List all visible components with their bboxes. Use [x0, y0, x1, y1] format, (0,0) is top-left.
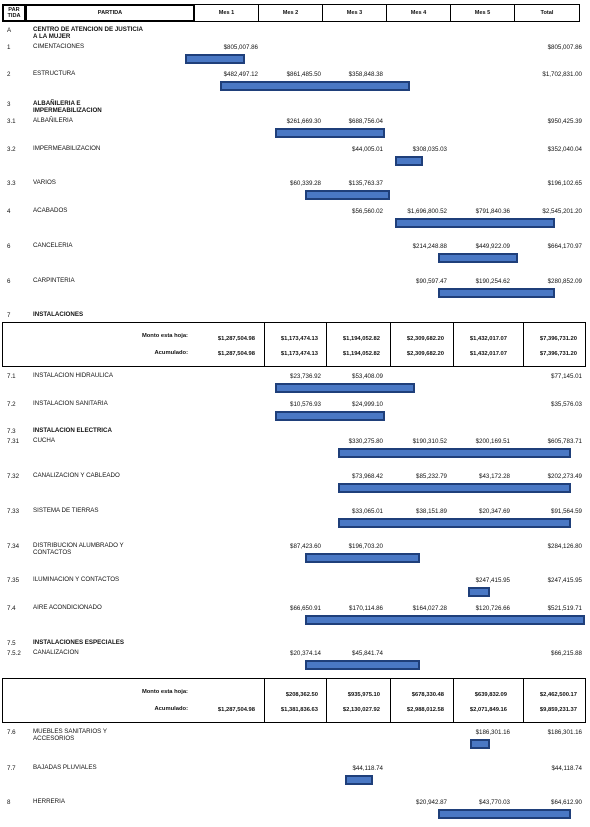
row-total-amount: $196,102.65 — [547, 180, 582, 187]
table-row — [0, 428, 590, 437]
gantt-bar — [345, 775, 373, 785]
month-2-amount: $861,485.50 — [286, 71, 321, 78]
row-total-amount: $186,301.16 — [547, 729, 582, 736]
partida-number: 7.5.2 — [7, 650, 21, 657]
row-total-amount: $352,040.04 — [547, 146, 582, 153]
row-total-amount: $805,007.86 — [547, 44, 582, 51]
partida-number: 7.32 — [7, 473, 20, 480]
partida-number: 3.1 — [7, 118, 16, 125]
partida-number: 7.35 — [7, 577, 20, 584]
table-row — [0, 542, 590, 556]
table-row — [0, 508, 590, 517]
acumulado-value: $7,396,731.20 — [539, 351, 577, 357]
header-total: Total — [514, 4, 580, 22]
table-row — [0, 765, 590, 774]
table-row — [0, 278, 590, 287]
table-row — [0, 180, 590, 189]
month-5-amount: $20,347.69 — [479, 508, 510, 515]
month-5-amount: $449,922.09 — [475, 243, 510, 250]
month-3-amount: $45,841.74 — [352, 650, 383, 657]
partida-description: INSTALACION SANITARIA — [33, 400, 108, 407]
partida-number: 7.7 — [7, 765, 16, 772]
gantt-bar — [305, 553, 420, 563]
month-4-amount: $85,232.79 — [416, 473, 447, 480]
partida-number: 3.3 — [7, 180, 16, 187]
partida-description: INSTALACION HIDRAULICA — [33, 372, 113, 379]
acumulado-label: Acumulado: — [154, 706, 188, 712]
header-month-2: Mes 2 — [258, 4, 323, 22]
month-3-amount: $330,275.80 — [348, 438, 383, 445]
table-row — [0, 605, 590, 614]
table-row — [0, 71, 590, 80]
partida-description: CUCHA — [33, 437, 56, 444]
row-total-amount: $44,118.74 — [551, 765, 582, 772]
partida-number: A — [7, 27, 12, 34]
month-5-amount: $43,172.28 — [479, 473, 510, 480]
partida-number: 7.31 — [7, 438, 20, 445]
summary-divider — [264, 323, 265, 366]
gantt-bar — [305, 660, 420, 670]
table-row — [0, 146, 590, 155]
monto-value: $1,194,052.82 — [342, 336, 380, 342]
row-total-amount: $77,145.01 — [551, 373, 582, 380]
partida-description: HERRERIA — [33, 798, 65, 805]
table-header — [2, 4, 586, 22]
partida-description: VARIOS — [33, 179, 56, 186]
partida-description: ESTRUCTURA — [33, 70, 76, 77]
gantt-bar — [470, 739, 490, 749]
acumulado-label: Acumulado: — [154, 350, 188, 356]
table-row — [0, 438, 590, 447]
acumulado-value: $2,130,027.92 — [342, 707, 380, 713]
table-row — [0, 640, 590, 649]
month-3-amount: $24,999.10 — [352, 401, 383, 408]
row-total-amount: $605,783.71 — [547, 438, 582, 445]
partida-description: CANCELERIA — [33, 242, 73, 249]
partida-description: INSTALACIONES — [33, 311, 84, 318]
partida-description: IMPERMEABILIZACION — [33, 145, 101, 152]
header-month-1: Mes 1 — [194, 4, 259, 22]
partida-description: ALBAÑILERIA E IMPERMEABILIZACION — [33, 100, 102, 114]
summary-divider — [453, 323, 454, 366]
month-2-amount: $261,669.30 — [286, 118, 321, 125]
gantt-bar — [438, 809, 571, 819]
gantt-bar — [338, 518, 571, 528]
acumulado-value: $1,432,017.07 — [469, 351, 507, 357]
row-total-amount: $1,702,831.00 — [542, 71, 582, 78]
partida-description: ACABADOS — [33, 207, 68, 214]
partida-description: CENTRO DE ATENCION DE JUSTICIA A LA MUJER — [33, 26, 143, 40]
monto-value: $7,396,731.20 — [539, 336, 577, 342]
gantt-bar — [185, 54, 245, 64]
table-row — [0, 577, 590, 586]
header-month-5: Mes 5 — [450, 4, 515, 22]
gantt-bar — [438, 288, 555, 298]
partida-number: 7.33 — [7, 508, 20, 515]
row-total-amount: $35,576.03 — [551, 401, 582, 408]
table-row — [0, 401, 590, 410]
partida-number: 7.6 — [7, 729, 16, 736]
table-row — [0, 26, 590, 40]
month-3-amount: $358,848.38 — [348, 71, 383, 78]
summary-divider — [390, 679, 391, 722]
row-total-amount: $64,612.90 — [551, 799, 582, 806]
partida-number: 6 — [7, 243, 11, 250]
table-row — [0, 473, 590, 482]
month-3-amount: $196,703.20 — [348, 543, 383, 550]
partida-description: CANALIZACION Y CABLEADO — [33, 472, 120, 479]
summary-box — [2, 678, 586, 723]
acumulado-value: $1,381,836.63 — [280, 707, 318, 713]
month-4-amount: $20,942.87 — [416, 799, 447, 806]
partida-number: 7.2 — [7, 401, 16, 408]
gantt-bar — [305, 615, 585, 625]
month-4-amount: $308,035.03 — [412, 146, 447, 153]
month-5-amount: $247,415.95 — [475, 577, 510, 584]
monto-label: Monto esta hoja: — [141, 689, 188, 695]
table-row — [0, 373, 590, 382]
row-total-amount: $950,425.39 — [547, 118, 582, 125]
acumulado-value: $1,287,504.98 — [217, 351, 255, 357]
partida-number: 7.34 — [7, 543, 20, 550]
gantt-bar — [468, 587, 490, 597]
month-4-amount: $164,027.28 — [412, 605, 447, 612]
partida-number: 8 — [7, 799, 11, 806]
summary-divider — [523, 679, 524, 722]
month-4-amount: $38,151.89 — [416, 508, 447, 515]
gantt-bar — [275, 128, 385, 138]
month-5-amount: $43,770.03 — [479, 799, 510, 806]
acumulado-value: $9,859,231.37 — [539, 707, 577, 713]
monto-value: $1,432,017.07 — [469, 336, 507, 342]
month-1-amount: $805,007.86 — [223, 44, 258, 51]
month-5-amount: $200,169.51 — [475, 438, 510, 445]
header-month-4: Mes 4 — [386, 4, 451, 22]
row-total-amount: $280,852.09 — [547, 278, 582, 285]
month-2-amount: $10,576.93 — [290, 401, 321, 408]
monto-value: $935,975.10 — [347, 692, 380, 698]
summary-box — [2, 322, 586, 367]
monto-value: $1,287,504.98 — [217, 336, 255, 342]
partida-description: SISTEMA DE TIERRAS — [33, 507, 99, 514]
month-4-amount: $214,248.88 — [412, 243, 447, 250]
partida-number: 1 — [7, 44, 11, 51]
gantt-bar — [220, 81, 410, 91]
monto-value: $678,330.48 — [411, 692, 444, 698]
month-5-amount: $190,254.62 — [475, 278, 510, 285]
month-3-amount: $56,560.02 — [352, 208, 383, 215]
monto-value: $639,832.09 — [474, 692, 507, 698]
month-3-amount: $44,005.01 — [352, 146, 383, 153]
gantt-bar — [395, 156, 423, 166]
table-row — [0, 650, 590, 659]
month-2-amount: $23,736.92 — [290, 373, 321, 380]
acumulado-value: $1,287,504.98 — [217, 707, 255, 713]
partida-description: BAJADAS PLUVIALES — [33, 764, 97, 771]
month-3-amount: $688,756.04 — [348, 118, 383, 125]
month-5-amount: $120,726.66 — [475, 605, 510, 612]
table-row — [0, 100, 590, 114]
partida-number: 3 — [7, 101, 11, 108]
header-partida-number: PAR TIDA — [2, 4, 26, 22]
gantt-bar — [438, 253, 518, 263]
partida-number: 2 — [7, 71, 11, 78]
acumulado-value: $2,988,012.58 — [406, 707, 444, 713]
header-partida: PARTIDA — [25, 4, 195, 22]
table-row — [0, 44, 590, 53]
summary-divider — [326, 679, 327, 722]
month-3-amount: $44,118.74 — [352, 765, 383, 772]
table-row — [0, 243, 590, 252]
header-month-3: Mes 3 — [322, 4, 387, 22]
month-4-amount: $1,696,800.52 — [407, 208, 447, 215]
table-row — [0, 118, 590, 127]
row-total-amount: $521,519.71 — [547, 605, 582, 612]
row-total-amount: $2,545,201.20 — [542, 208, 582, 215]
gantt-bar — [275, 411, 385, 421]
row-total-amount: $247,415.95 — [547, 577, 582, 584]
summary-divider — [264, 679, 265, 722]
gantt-bar — [275, 383, 415, 393]
month-2-amount: $20,374.14 — [290, 650, 321, 657]
row-total-amount: $91,564.59 — [551, 508, 582, 515]
partida-description: CANALIZACION — [33, 649, 79, 656]
partida-number: 4 — [7, 208, 11, 215]
gantt-bar — [338, 483, 571, 493]
gantt-bar — [305, 190, 390, 200]
partida-description: CARPINTERIA — [33, 277, 75, 284]
month-3-amount: $53,408.09 — [352, 373, 383, 380]
partida-description: ILUMINACION Y CONTACTOS — [33, 576, 120, 583]
table-row — [0, 208, 590, 217]
acumulado-value: $1,173,474.13 — [280, 351, 318, 357]
month-1-amount: $482,497.12 — [223, 71, 258, 78]
partida-description: CIMENTACIONES — [33, 43, 85, 50]
month-3-amount: $33,065.01 — [352, 508, 383, 515]
row-total-amount: $664,170.97 — [547, 243, 582, 250]
partida-number: 7.5 — [7, 640, 16, 647]
summary-divider — [326, 323, 327, 366]
partida-number: 6 — [7, 278, 11, 285]
summary-divider — [390, 323, 391, 366]
monto-label: Monto esta hoja: — [141, 333, 188, 339]
table-row — [0, 728, 590, 742]
partida-description: AIRE ACONDICIONADO — [33, 604, 102, 611]
month-5-amount: $791,840.36 — [475, 208, 510, 215]
month-3-amount: $73,968.42 — [352, 473, 383, 480]
month-2-amount: $66,650.91 — [290, 605, 321, 612]
partida-description: INSTALACIONES ESPECIALES — [33, 639, 124, 646]
month-2-amount: $60,339.28 — [290, 180, 321, 187]
monto-value: $1,173,474.13 — [280, 336, 318, 342]
month-2-amount: $87,423.60 — [290, 543, 321, 550]
row-total-amount: $202,273.49 — [547, 473, 582, 480]
monto-value: $2,462,500.17 — [539, 692, 577, 698]
month-3-amount: $135,763.37 — [348, 180, 383, 187]
table-row — [0, 312, 590, 321]
month-4-amount: $90,597.47 — [416, 278, 447, 285]
table-row — [0, 799, 590, 808]
partida-number: 7.1 — [7, 373, 16, 380]
gantt-bar — [338, 448, 571, 458]
partida-number: 7 — [7, 312, 11, 319]
partida-description: MUEBLES SANITARIOS Y ACCESORIOS — [33, 728, 107, 742]
summary-divider — [523, 323, 524, 366]
partida-number: 3.2 — [7, 146, 16, 153]
month-3-amount: $170,114.86 — [349, 605, 383, 612]
gantt-bar — [395, 218, 555, 228]
partida-description: DISTRIBUCION ALUMBRADO Y CONTACTOS — [33, 542, 124, 556]
partida-description: INSTALACION ELECTRICA — [33, 427, 112, 434]
acumulado-value: $2,309,682.20 — [406, 351, 444, 357]
month-4-amount: $190,310.52 — [412, 438, 447, 445]
row-total-amount: $284,126.80 — [547, 543, 582, 550]
monto-value: $208,362.50 — [285, 692, 318, 698]
acumulado-value: $1,194,052.82 — [342, 351, 380, 357]
partida-number: 7.3 — [7, 428, 16, 435]
row-total-amount: $66,215.88 — [551, 650, 582, 657]
acumulado-value: $2,071,849.16 — [469, 707, 507, 713]
partida-description: ALBAÑILERIA — [33, 117, 73, 124]
summary-divider — [453, 679, 454, 722]
month-5-amount: $186,301.16 — [475, 729, 510, 736]
partida-number: 7.4 — [7, 605, 16, 612]
monto-value: $2,309,682.20 — [406, 336, 444, 342]
